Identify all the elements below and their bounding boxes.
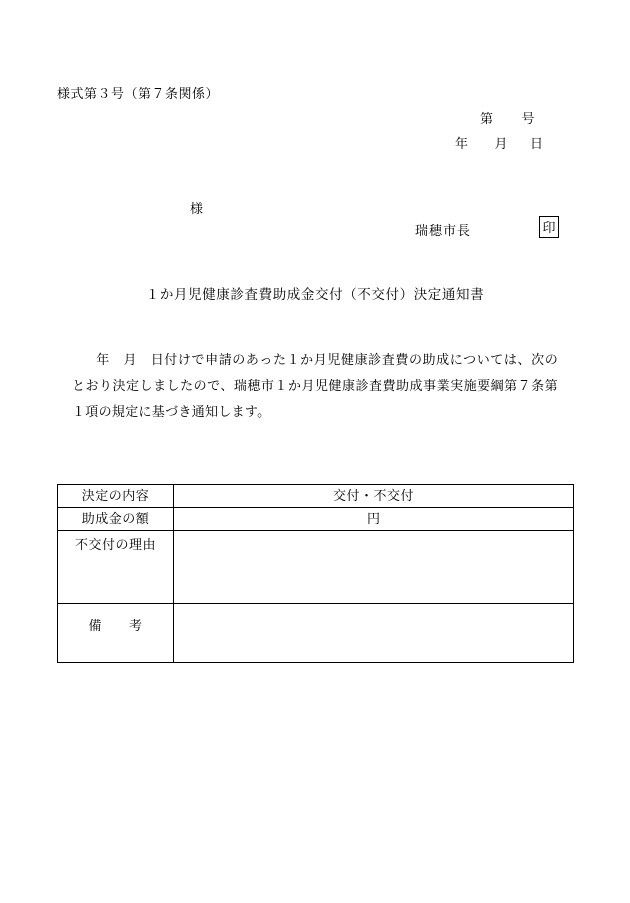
decision-table [57, 484, 574, 663]
body-line-3: 規定に基づき通知します。 [111, 404, 271, 419]
addressee-honorific: 様 [190, 201, 204, 216]
row-value-decision-content[interactable]: 交付・不交付 [174, 485, 574, 508]
table-row [58, 604, 574, 663]
document-number-line [480, 108, 535, 127]
issuer-name: 瑞穂市長 [415, 223, 472, 238]
body-paragraph [72, 347, 558, 425]
row-label-reason-for-non-grant: 不交付の理由 [58, 531, 174, 604]
document-number-label: 第 [480, 111, 494, 126]
table-row [58, 531, 574, 604]
row-label-remarks: 備 考 [58, 604, 174, 663]
document-number-suffix: 号 [521, 111, 536, 126]
row-label-decision-content: 決定の内容 [58, 485, 174, 508]
row-value-grant-amount[interactable]: 円 [174, 508, 574, 531]
body-line-1: 年 月 日付けで申請のあった１か月児健康診査費の助成については、次のと [72, 352, 558, 393]
row-value-remarks[interactable] [174, 604, 574, 663]
date-year-label: 年 [455, 136, 469, 151]
document-date-line [455, 133, 544, 152]
row-value-reason-for-non-grant[interactable] [174, 531, 574, 604]
table-row [58, 508, 574, 531]
document-title: １か月児健康診査費助成金交付（不交付）決定通知書 [145, 287, 485, 302]
table-row [58, 485, 574, 508]
seal-stamp-box: 印 [539, 216, 559, 238]
date-month-label: 月 [494, 136, 509, 151]
row-label-grant-amount: 助成金の額 [58, 508, 174, 531]
body-line-2: おり決定しましたので、瑞穂市１か月児健康診査費助成事業実施要綱第７条第１項の [72, 378, 558, 419]
form-number: 様式第３号（第７条関係） [57, 86, 220, 101]
date-day-label: 日 [530, 136, 544, 151]
